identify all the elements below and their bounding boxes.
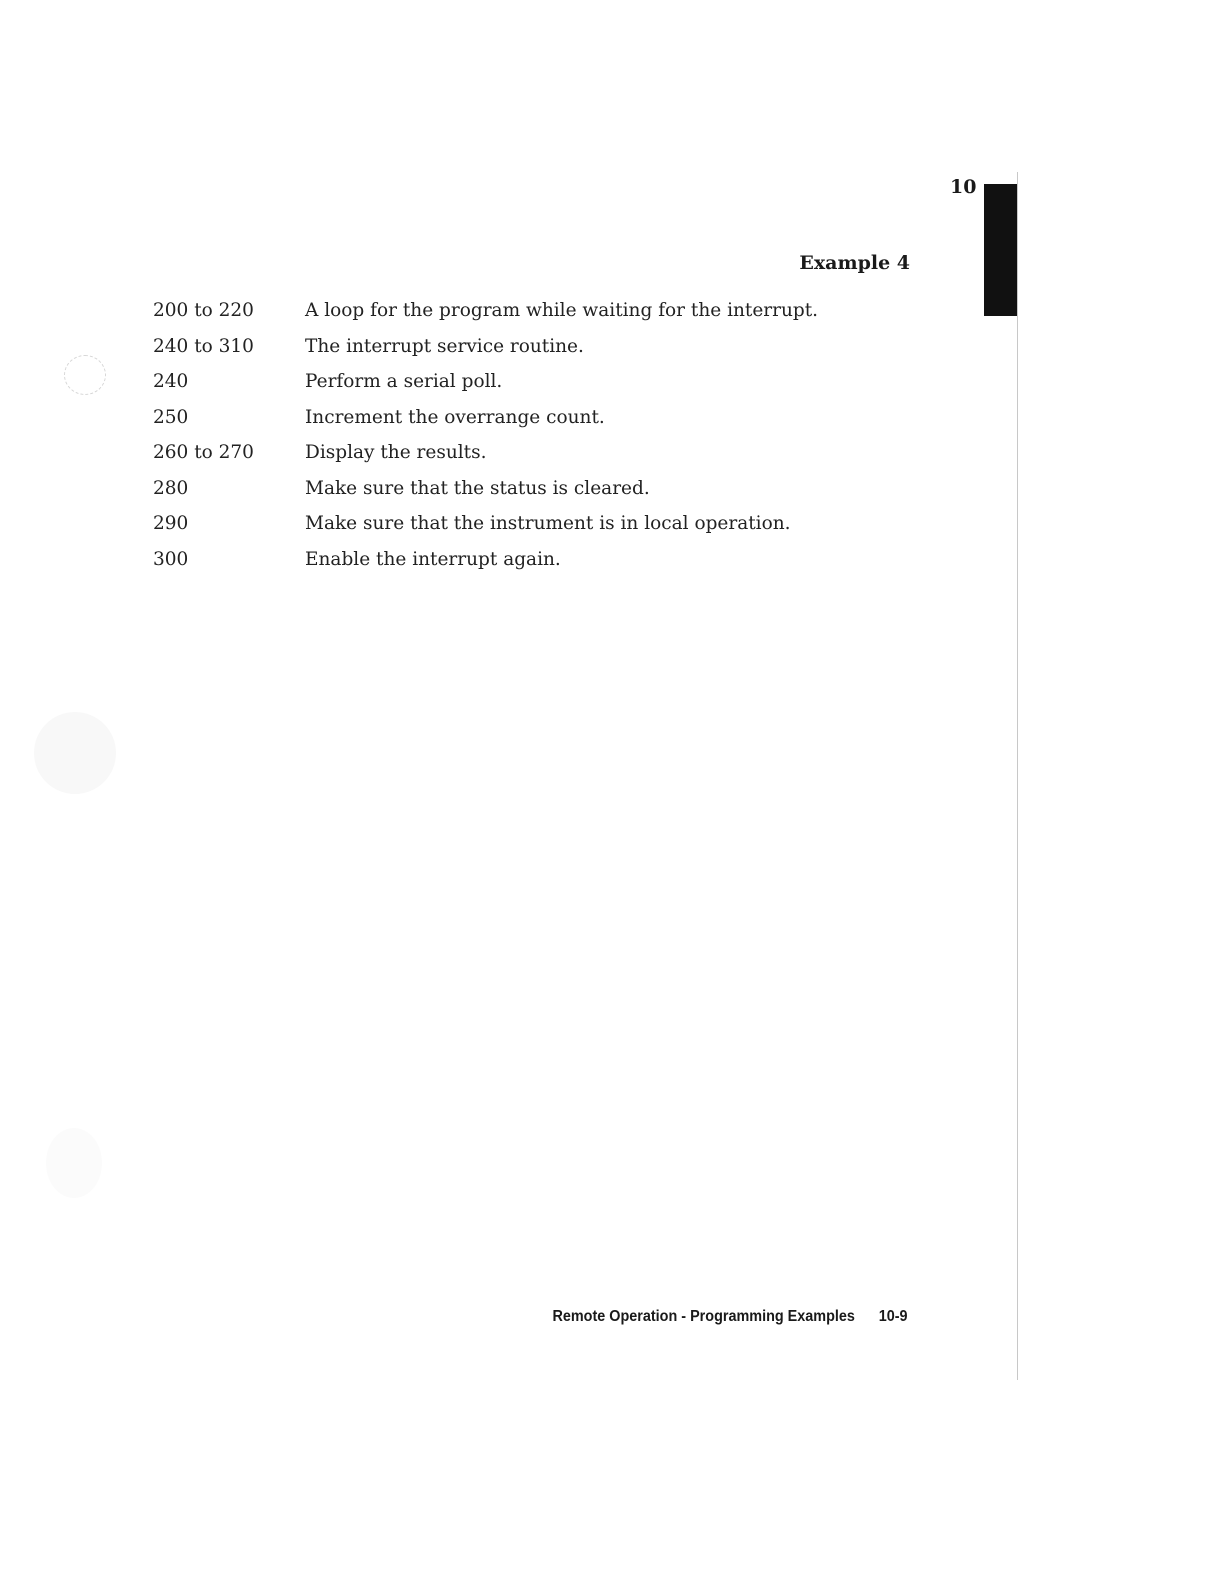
punch-hole-mark xyxy=(34,712,116,794)
list-item xyxy=(153,364,873,400)
line-description: Make sure that the status is cleared. xyxy=(305,477,650,499)
line-description: Make sure that the instrument is in local operation. xyxy=(305,513,791,535)
page-footer xyxy=(553,1308,908,1326)
line-number: 260 to 270 xyxy=(153,442,254,464)
list-item xyxy=(153,400,873,436)
chapter-tab-marker xyxy=(984,184,1017,316)
line-description: Perform a serial poll. xyxy=(305,371,503,393)
line-number: 280 xyxy=(153,477,189,499)
program-line-list xyxy=(153,293,873,577)
line-description: Increment the overrange count. xyxy=(305,406,605,428)
page-edge-line xyxy=(1017,172,1018,1380)
list-item xyxy=(153,542,873,578)
footer-page-number: 10-9 xyxy=(879,1308,908,1325)
list-item xyxy=(153,329,873,365)
line-number: 300 xyxy=(153,548,189,570)
line-description: Display the results. xyxy=(305,442,487,464)
section-heading: Example 4 xyxy=(799,252,910,274)
line-number: 240 to 310 xyxy=(153,335,254,357)
punch-hole-mark xyxy=(46,1128,102,1198)
line-number: 200 to 220 xyxy=(153,300,254,322)
line-description: A loop for the program while waiting for the interrupt. xyxy=(305,300,819,322)
list-item xyxy=(153,506,873,542)
list-item xyxy=(153,435,873,471)
list-item xyxy=(153,471,873,507)
line-description: The interrupt service routine. xyxy=(305,335,584,357)
list-item xyxy=(153,293,873,329)
line-number: 240 xyxy=(153,371,189,393)
punch-hole-mark xyxy=(64,355,106,395)
chapter-number: 10 xyxy=(950,176,977,198)
line-number: 290 xyxy=(153,513,189,535)
footer-title: Remote Operation - Programming Examples xyxy=(552,1308,856,1325)
line-description: Enable the interrupt again. xyxy=(305,548,561,570)
line-number: 250 xyxy=(153,406,189,428)
